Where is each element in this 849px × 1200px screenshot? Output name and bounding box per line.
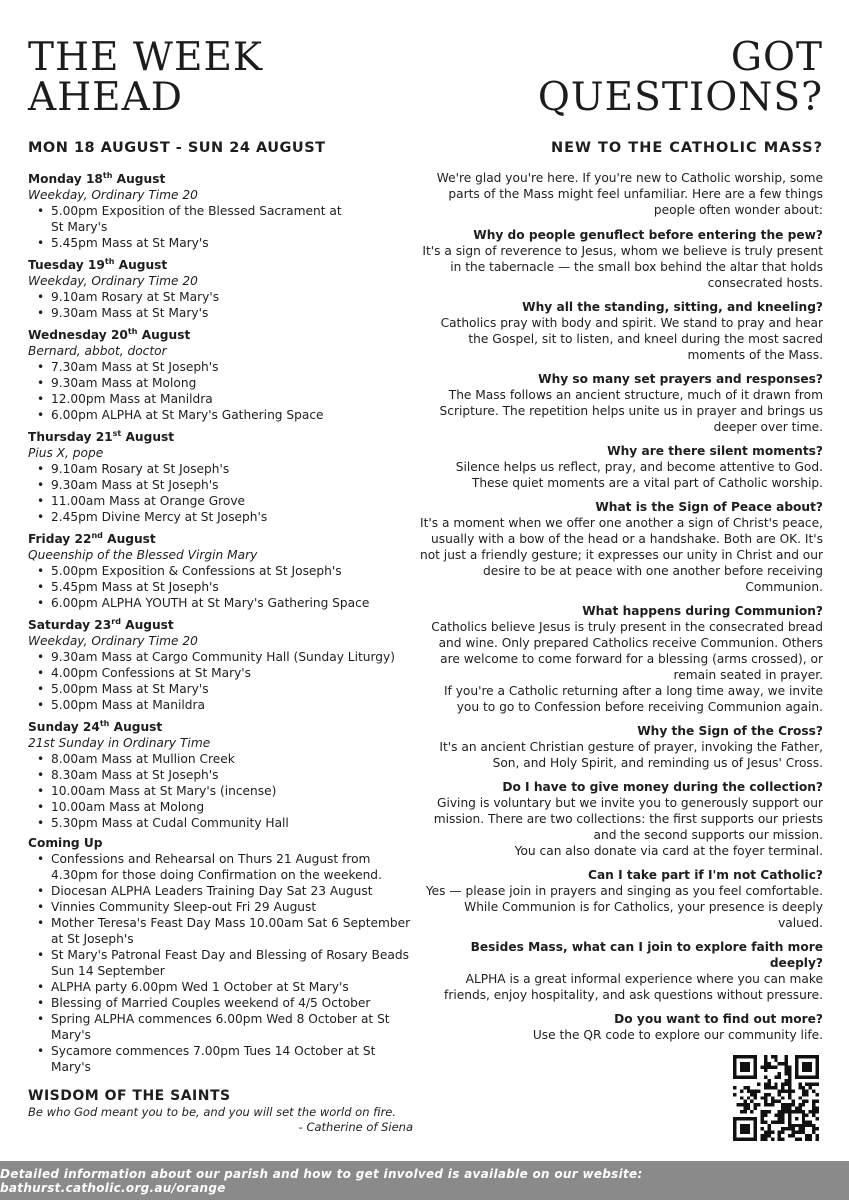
faq-answer: It's an ancient Christian gesture of prayer, invoking the Father, Son, and Holy Spirit, and reminding us of Jesus' Cross. — [439, 740, 823, 770]
questions-column — [418, 35, 823, 1051]
event-item: • 6.00pm ALPHA at St Mary's Gathering Space — [28, 407, 413, 423]
title-line-1: THE WEEK — [28, 35, 264, 80]
faq-item — [418, 603, 823, 715]
event-item: • 7.30am Mass at St Joseph's — [28, 359, 413, 375]
faq-question: Why all the standing, sitting, and kneeling? — [522, 300, 823, 314]
day-suffix: st — [112, 429, 122, 439]
footer-banner: Detailed information about our parish and how to get involved is available on our website: bathurst.catholic.org.au/orange — [0, 1161, 849, 1200]
week-ahead-column — [28, 35, 413, 1135]
day-heading — [28, 168, 413, 187]
event-item: • 9.10am Rosary at St Mary's — [28, 289, 413, 305]
coming-up-item: • Blessing of Married Couples weekend of 4/5 October — [28, 995, 413, 1011]
saints-title: WISDOM OF THE SAINTS — [28, 1088, 231, 1105]
day-heading — [28, 528, 413, 547]
faq-question: Besides Mass, what can I join to explore faith more deeply? — [470, 940, 823, 970]
feast-name: Weekday, Ordinary Time 20 — [28, 188, 198, 203]
day-heading — [28, 614, 413, 633]
faq-answer: It's a moment when we offer one another a sign of Christ's peace, usually with a bow of the head or a handshake. Both are OK. It's not just a friendly gesture; it expresses our unity in Christ and our desire to be at peace with one another before receiving Communion. — [419, 516, 823, 594]
faq-question: What is the Sign of Peace about? — [595, 500, 823, 514]
event-list — [28, 751, 413, 831]
feast-name: Bernard, abbot, doctor — [28, 344, 167, 359]
feast-name: Weekday, Ordinary Time 20 — [28, 634, 198, 649]
faq-item — [418, 1011, 823, 1043]
day-heading — [28, 254, 413, 273]
coming-up-item: • Spring ALPHA commences 6.00pm Wed 8 October at St Mary's — [28, 1011, 413, 1043]
day-heading — [28, 324, 413, 343]
event-list — [28, 563, 413, 611]
event-item: • 12.00pm Mass at Manildra — [28, 391, 413, 407]
coming-up-list — [28, 851, 413, 1075]
event-item: • 5.30pm Mass at Cudal Community Hall — [28, 815, 413, 831]
coming-up-item: • Vinnies Community Sleep-out Fri 29 August — [28, 899, 413, 915]
coming-up-item: • Diocesan ALPHA Leaders Training Day Sat 23 August — [28, 883, 413, 899]
qr-code-icon[interactable] — [733, 1055, 819, 1141]
faq-item — [418, 723, 823, 771]
event-item: • 6.00pm ALPHA YOUTH at St Mary's Gathering Space — [28, 595, 413, 611]
day-date: Wednesday 20 — [28, 328, 128, 343]
questions-subhead: NEW TO THE CATHOLIC MASS? — [550, 140, 823, 156]
feast-name: Pius X, pope — [28, 446, 104, 461]
day-date: Monday 18 — [28, 172, 103, 187]
day-month: August — [112, 172, 166, 187]
day-suffix: nd — [91, 531, 103, 541]
day-date: Sunday 24 — [28, 720, 100, 735]
coming-up-item: • Sycamore commences 7.00pm Tues 14 October at St Mary's — [28, 1043, 413, 1075]
event-item: • 9.30am Mass at Molong — [28, 375, 413, 391]
faq-question: Why the Sign of the Cross? — [637, 724, 823, 738]
day-suffix: th — [99, 719, 110, 729]
day-block — [28, 324, 413, 423]
event-item: • 5.45pm Mass at St Mary's — [28, 235, 413, 251]
faq-item — [418, 227, 823, 291]
day-suffix: th — [104, 257, 115, 267]
faq-item — [418, 499, 823, 595]
coming-up-title: Coming Up — [28, 836, 103, 851]
saints-attribution: - Catherine of Siena — [298, 1120, 413, 1135]
event-list — [28, 289, 413, 321]
faq-question: Why are there silent moments? — [607, 444, 823, 458]
coming-up-item: • Mother Teresa's Feast Day Mass 10.00am Sat 6 September at St Joseph's — [28, 915, 413, 947]
day-block — [28, 168, 413, 251]
day-heading — [28, 716, 413, 735]
day-date: Friday 22 — [28, 532, 92, 547]
faq-answer: Catholics pray with body and spirit. We stand to pray and hear the Gospel, sit to listen, and kneel during the most sacred moments of the Mass. — [440, 316, 823, 362]
coming-up-item: • Confessions and Rehearsal on Thurs 21 August from 4.30pm for those doing Confirmation on the weekend. — [28, 851, 413, 883]
faq-list — [418, 227, 823, 1043]
day-date: Thursday 21 — [28, 430, 113, 445]
saints-quote: Be who God meant you to be, and you will set the world on fire. — [28, 1105, 397, 1120]
day-suffix: th — [127, 327, 138, 337]
event-item: • 5.45pm Mass at St Joseph's — [28, 579, 413, 595]
faq-question: Why so many set prayers and responses? — [538, 372, 823, 386]
faq-answer: Silence helps us reflect, pray, and become attentive to God. These quiet moments are a vital part of Catholic worship. — [455, 460, 823, 490]
day-block — [28, 426, 413, 525]
day-suffix: th — [102, 171, 113, 180]
faq-item — [418, 779, 823, 859]
day-date: Saturday 23 — [28, 618, 112, 633]
event-item: • 5.00pm Exposition & Confessions at St Joseph's — [28, 563, 413, 579]
faq-answer: ALPHA is a great informal experience where you can make friends, enjoy hospitality, and ask questions without pressure. — [444, 972, 823, 1002]
event-list — [28, 359, 413, 423]
event-list — [28, 649, 413, 713]
event-item: • 10.00am Mass at St Mary's (incense) — [28, 783, 413, 799]
event-list — [28, 203, 413, 251]
week-ahead-title — [28, 35, 413, 120]
date-range: MON 18 AUGUST - SUN 24 AUGUST — [28, 140, 326, 156]
event-item: • 9.30am Mass at Cargo Community Hall (Sunday Liturgy) — [28, 649, 413, 665]
day-schedule — [28, 168, 413, 831]
event-list — [28, 461, 413, 525]
faq-answer: Use the QR code to explore our community life. — [532, 1028, 823, 1042]
day-suffix: rd — [111, 617, 121, 627]
event-item: • 4.00pm Confessions at St Mary's — [28, 665, 413, 681]
day-month: August — [121, 430, 175, 445]
faq-question: Can I take part if I'm not Catholic? — [588, 868, 823, 882]
title-line-2: AHEAD — [28, 75, 184, 120]
day-block — [28, 254, 413, 321]
faq-answer: It's a sign of reverence to Jesus, whom we believe is truly present in the tabernacle — the small box behind the altar that holds consecrated hosts. — [422, 244, 823, 290]
faq-question: Do you want to find out more? — [614, 1012, 823, 1026]
event-item: • 5.00pm Mass at St Mary's — [28, 681, 413, 697]
event-item: • 11.00am Mass at Orange Grove — [28, 493, 413, 509]
event-item: • 9.30am Mass at St Mary's — [28, 305, 413, 321]
day-date: Tuesday 19 — [28, 258, 105, 273]
day-month: August — [109, 720, 163, 735]
faq-question: Do I have to give money during the collection? — [502, 780, 823, 794]
day-block — [28, 614, 413, 713]
faq-question: What happens during Communion? — [582, 604, 823, 618]
faq-answer: The Mass follows an ancient structure, much of it drawn from Scripture. The repetition helps unite us in prayer and brings us deeper over time. — [439, 388, 823, 434]
faq-answer: Giving is voluntary but we invite you to generously support our mission. There are two collections: the first supports our priests and the second supports our mission. You can also donate via card at the foyer terminal. — [433, 796, 823, 858]
faq-item — [418, 939, 823, 1003]
day-block — [28, 716, 413, 831]
event-item: • 8.30am Mass at St Joseph's — [28, 767, 413, 783]
faq-question: Why do people genuflect before entering the pew? — [473, 228, 823, 242]
day-month: August — [114, 258, 168, 273]
intro-text: We're glad you're here. If you're new to Catholic worship, some parts of the Mass might feel unfamiliar. Here are a few things people often wonder about: — [436, 171, 823, 217]
day-month: August — [120, 618, 174, 633]
day-block — [28, 528, 413, 611]
event-item: • 9.30am Mass at St Joseph's — [28, 477, 413, 493]
day-heading — [28, 426, 413, 445]
faq-item — [418, 299, 823, 363]
day-month: August — [102, 532, 156, 547]
faq-item — [418, 371, 823, 435]
feast-name: Queenship of the Blessed Virgin Mary — [28, 548, 258, 563]
event-item: • 5.00pm Mass at Manildra — [28, 697, 413, 713]
event-item: • 2.45pm Divine Mercy at St Joseph's — [28, 509, 413, 525]
coming-up-item: • St Mary's Patronal Feast Day and Blessing of Rosary Beads Sun 14 September — [28, 947, 413, 979]
event-item: • 8.00am Mass at Mullion Creek — [28, 751, 413, 767]
faq-answer: Yes — please join in prayers and singing as you feel comfortable. While Communion is for Catholics, your presence is deeply valued. — [425, 884, 823, 930]
questions-title — [418, 35, 823, 120]
title-line-2: QUESTIONS? — [537, 75, 823, 120]
event-item: • 5.00pm Exposition of the Blessed Sacrament at St Mary's — [28, 203, 413, 235]
coming-up-item: • ALPHA party 6.00pm Wed 1 October at St Mary's — [28, 979, 413, 995]
day-month: August — [137, 328, 191, 343]
feast-name: Weekday, Ordinary Time 20 — [28, 274, 198, 289]
event-item: • 10.00am Mass at Molong — [28, 799, 413, 815]
event-item: • 9.10am Rosary at St Joseph's — [28, 461, 413, 477]
feast-name: 21st Sunday in Ordinary Time — [28, 736, 211, 751]
faq-item — [418, 443, 823, 491]
faq-item — [418, 867, 823, 931]
title-line-1: GOT — [730, 35, 823, 80]
faq-answer: Catholics believe Jesus is truly present in the consecrated bread and wine. Only prepared Catholics receive Communion. Others are welcome to come forward for a blessing (arms crossed), or remain seated in prayer. If you're a Catholic returning after a long time away, we invite you to go to Confession before receiving Communion again. — [431, 620, 823, 714]
